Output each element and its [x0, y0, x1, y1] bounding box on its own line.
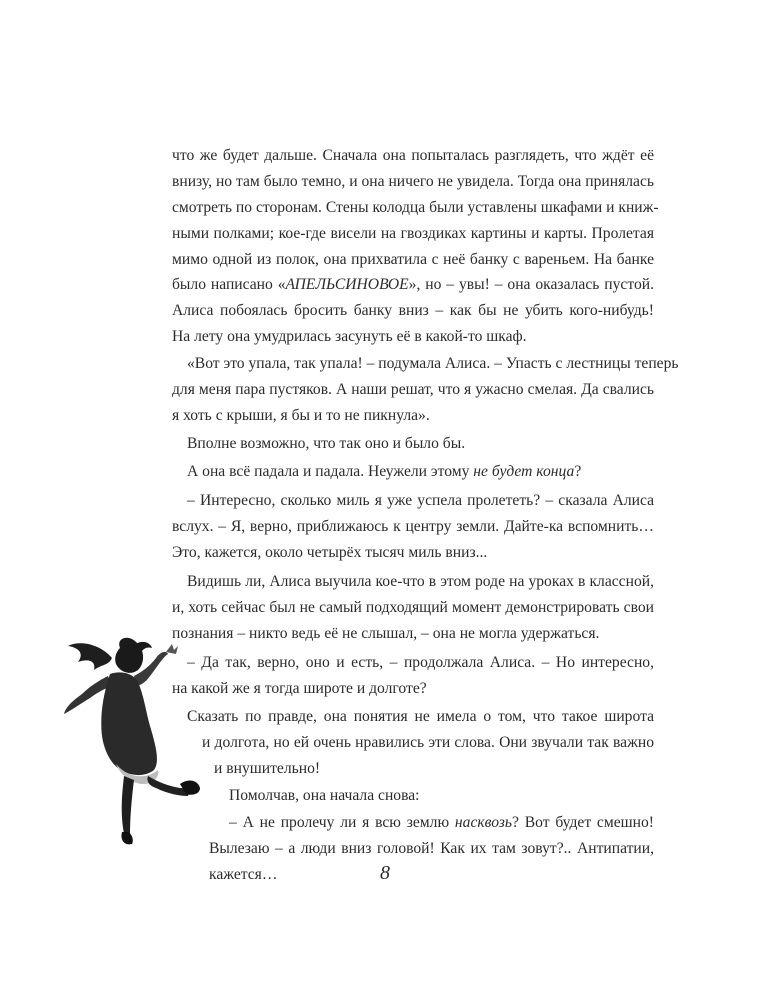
text-line: ными полками; кое-где висели на гвоздиках картины и карты. Пролетая: [172, 225, 654, 242]
text-line: Сказать по правде, она понятия не имела о том, что такое широта: [187, 708, 654, 725]
text-line: и долгота, но ей очень нравились эти слова. Они звучали так важно: [202, 734, 654, 751]
page-number: 8: [380, 862, 390, 884]
text-line: А она всё падала и падала. Неужели этому не будет конца?: [187, 463, 582, 480]
text-line: и, хоть сейчас был не самый подходящий момент демонстрировать свои: [172, 599, 654, 616]
text-line: на какой же я тогда широте и долготе?: [172, 680, 427, 697]
text-line: Алиса побоялась бросить банку вниз – как бы не убить кого-нибудь!: [172, 302, 654, 319]
text-line: Видишь ли, Алиса выучила кое-что в этом роде на уроках в классной,: [187, 573, 654, 590]
jar-label-text: АПЕЛЬСИНОВОЕ: [285, 276, 409, 293]
text-line: Это, кажется, около четырёх тысяч миль вниз...: [172, 544, 488, 561]
text-line: для меня пара пустяков. А наши решат, что я ужасно смелая. Да свались: [172, 381, 654, 398]
text-line: внизу, но там было темно, и она ничего не увидела. Тогда она принялась: [172, 173, 654, 190]
text-line: и внушительно!: [214, 760, 321, 777]
text-line: Вылезаю – а люди вниз головой! Как их там зовут?.. Антипатии,: [209, 840, 654, 857]
falling-alice-illustration: [50, 636, 210, 856]
text-line: смотреть по сторонам. Стены колодца были уставлены шкафами и книж-: [172, 199, 659, 216]
text-line: я хоть с крыши, я бы и то не пикнула».: [172, 407, 430, 424]
text-line: мимо одной из полок, она прихватила с неё банку с вареньем. На банке: [172, 251, 654, 268]
text-line: кажется…: [209, 866, 278, 883]
text-line: Помолчав, она начала снова:: [229, 787, 420, 804]
text-line: что же будет дальше. Сначала она попыталась разглядеть, что ждёт её: [172, 147, 654, 164]
text-line: познания – никто ведь её не слышал, – она не могла удержаться.: [172, 625, 600, 642]
text-line: Вполне возможно, что так оно и было бы.: [187, 435, 466, 452]
text-line: – А не пролечу ли я всю землю насквозь? Вот будет смешно!: [229, 814, 654, 831]
text-line: На лету она умудрилась засунуть её в какой-то шкаф.: [172, 328, 527, 345]
text-line: – Интересно, сколько миль я уже успела пролететь? – сказала Алиса: [187, 492, 654, 509]
emphasis-text: насквозь: [454, 814, 512, 831]
text-line: вслух. – Я, верно, приближаюсь к центру земли. Дайте-ка вспомнить…: [172, 518, 654, 535]
text-line: «Вот это упала, так упала! – подумала Алиса. – Упасть с лестницы теперь: [187, 355, 679, 372]
text-line: – Да так, верно, оно и есть, – продолжала Алиса. – Но интересно,: [187, 654, 654, 671]
emphasis-text: не будет конца: [473, 463, 575, 480]
text-line: было написано «АПЕЛЬСИНОВОЕ», но – увы! – она оказалась пустой.: [172, 276, 654, 293]
